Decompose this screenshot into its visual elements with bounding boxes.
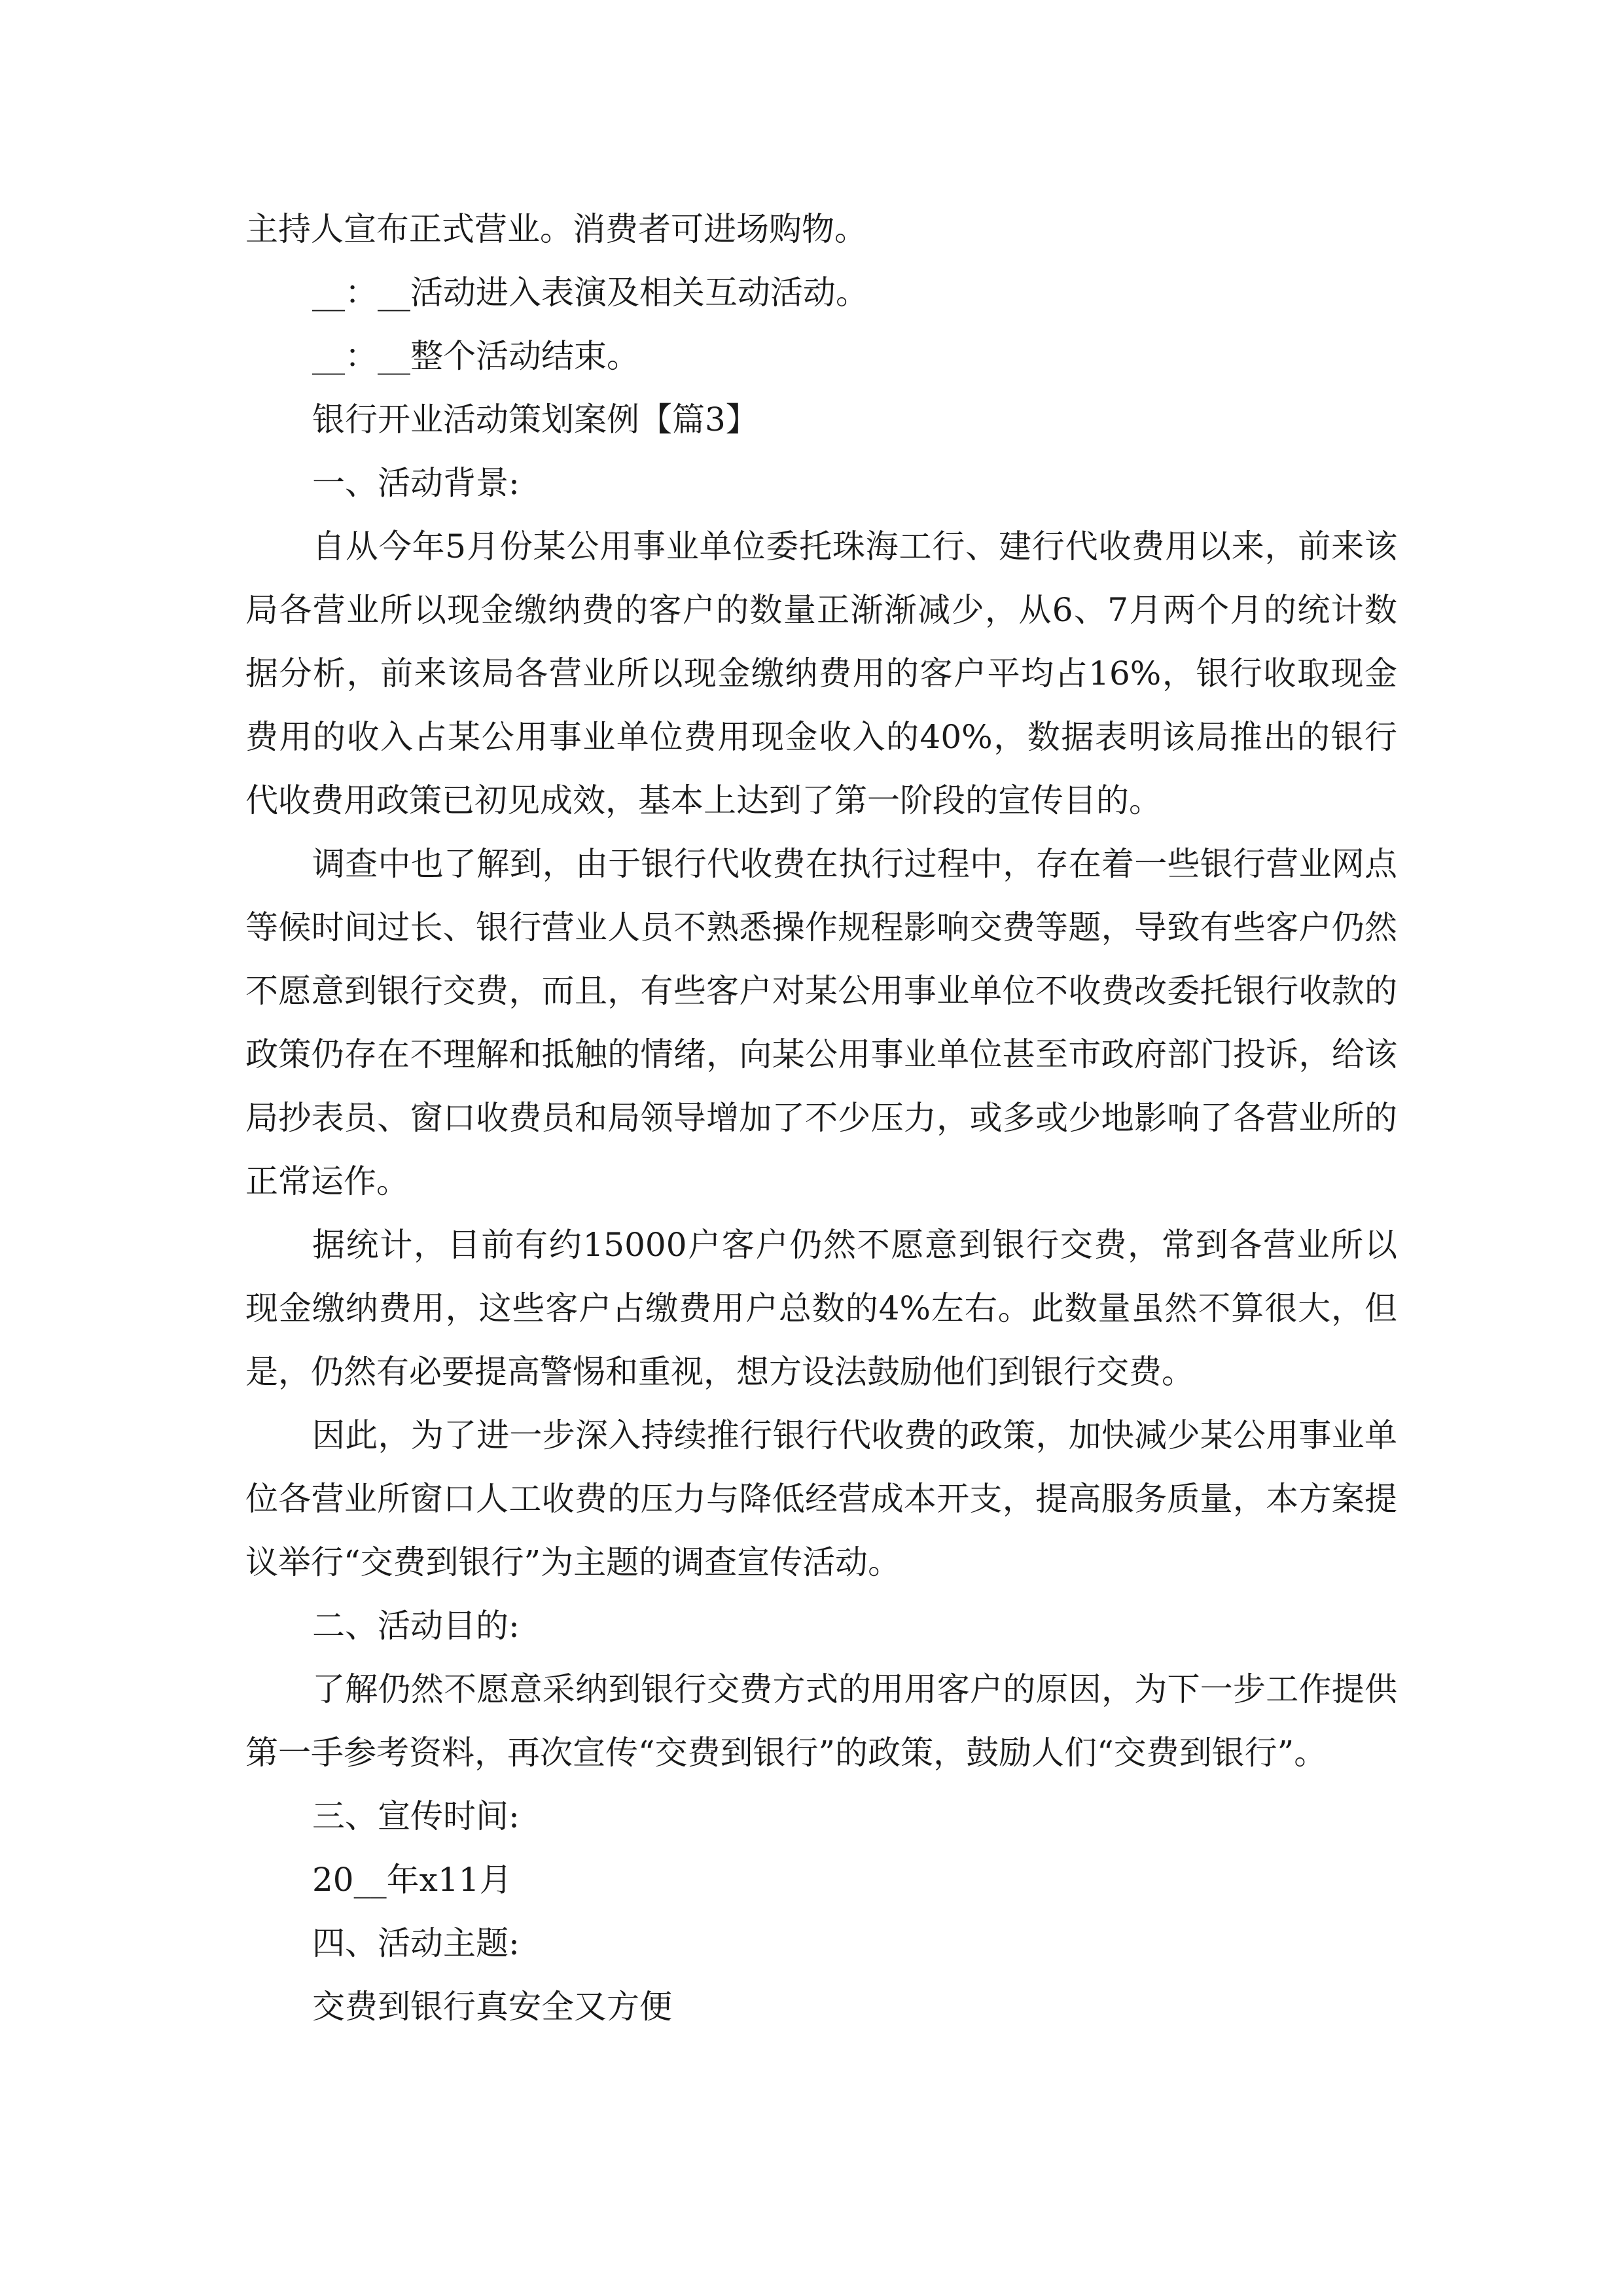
opening-line: 主持人宣布正式营业。消费者可进场购物。	[245, 210, 867, 248]
time-value: 20__年x11月	[312, 1861, 512, 1899]
paragraph-background-1: 自从今年5月份某公用事业单位委托珠海工行、建行代收费用以来，前来该局各营业所以现金缴纳费的客户的数量正渐渐减少，从6、7月两个月的统计数据分析，前来该局各营业所以现金缴纳费用的客户平均占16%，银行收取现金费用的收入占某公用事业单位费用现金收入的40%，数据表明该局推出的银行代收费用政策已初见成效，基本上达到了第一阶段的宣传目的。	[245, 528, 1397, 819]
schedule-line-performance: __：__活动进入表演及相关互动活动。	[312, 274, 868, 312]
heading-purpose: 二、活动目的:	[312, 1607, 520, 1645]
heading-time: 三、宣传时间:	[312, 1797, 520, 1835]
paragraph-background-3: 据统计，目前有约15000户客户仍然不愿意到银行交费，常到各营业所以现金缴纳费用，这些客户占缴费用户总数的4%左右。此数量虽然不算很大，但是，仍然有必要提高警惕和重视，想方设法鼓励他们到银行交费。	[245, 1226, 1397, 1391]
paragraph-purpose: 了解仍然不愿意采纳到银行交费方式的用用客户的原因，为下一步工作提供第一手参考资料，再次宣传“交费到银行”的政策，鼓励人们“交费到银行”。	[245, 1670, 1397, 1772]
section-title: 银行开业活动策划案例【篇3】	[312, 401, 758, 439]
theme-value: 交费到银行真安全又方便	[312, 1988, 672, 2026]
heading-background: 一、活动背景:	[312, 464, 520, 502]
paragraph-background-2: 调查中也了解到，由于银行代收费在执行过程中，存在着一些银行营业网点等候时间过长、银行营业人员不熟悉操作规程影响交费等题，导致有些客户仍然不愿意到银行交费，而且，有些客户对某公用事业单位不收费改委托银行收款的政策仍存在不理解和抵触的情绪，向某公用事业单位甚至市政府部门投诉，给该局抄表员、窗口收费员和局领导增加了不少压力，或多或少地影响了各营业所的正常运作。	[245, 845, 1397, 1200]
schedule-line-end: __：__整个活动结束。	[312, 337, 639, 375]
paragraph-background-4: 因此，为了进一步深入持续推行银行代收费的政策，加快减少某公用事业单位各营业所窗口人工收费的压力与降低经营成本开支，提高服务质量，本方案提议举行“交费到银行”为主题的调查宣传活动。	[245, 1416, 1397, 1581]
document-body	[245, 198, 1397, 2039]
heading-theme: 四、活动主题:	[312, 1924, 520, 1962]
